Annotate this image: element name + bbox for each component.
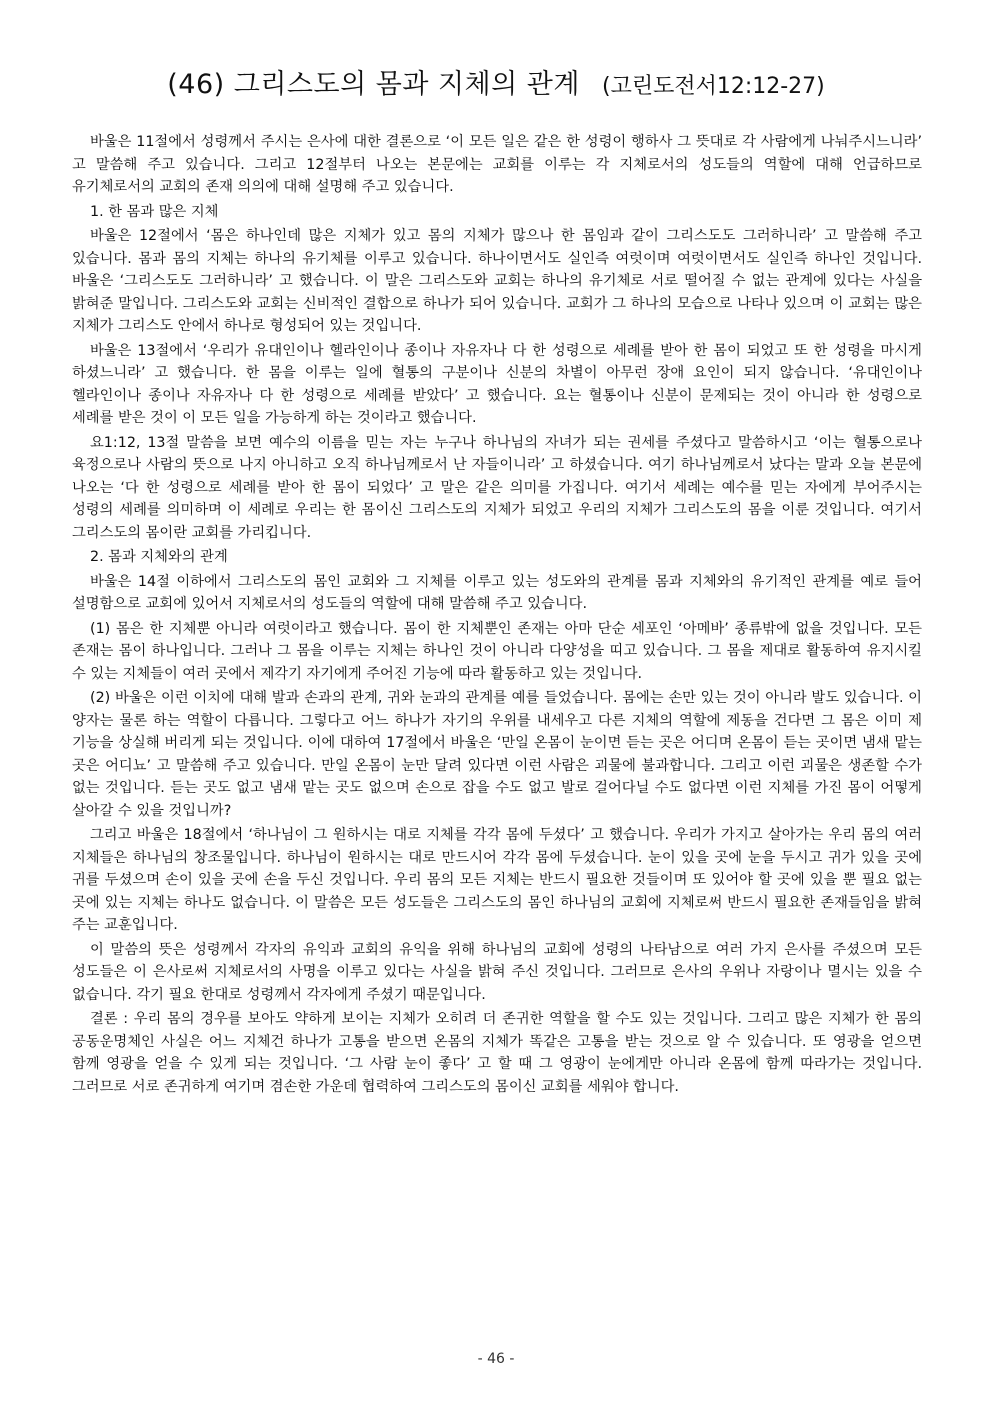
page-title — [0, 62, 992, 101]
paragraph: 요1:12, 13절 말씀을 보면 예수의 이름을 믿는 자는 누구나 하나님의 자녀가 되는 권세를 주셨다고 말씀하시고 ‘이는 혈통으로나 육정으로나 사람의 뜻으로 나지 아니하고 오직 하나님께로서 난 자들이니라’ 고 하셨습니다. 여기 하나님께로서 났다는 말과 오늘 본문에 나오는 ‘다 한 성령으로 세례를 받아 한 몸이 되었다’ 고 말은 같은 의미를 가집니다. 여기서 세례는 예수를 믿는 자에게 부어주시는 성령의 세례를 의미하며 이 세례로 우리는 한 몸이신 그리스도의 지체가 되었고 우리의 지체가 그리스도의 몸을 이룬 것입니다. 여기서 그리스도의 몸이란 교회를 가리킵니다. — [72, 434, 922, 541]
paragraph: 바울은 12절에서 ‘몸은 하나인데 많은 지체가 있고 몸의 지체가 많으나 한 몸임과 같이 그리스도도 그러하니라’ 고 말씀해 주고 있습니다. 몸과 몸의 지체는 하나의 유기체를 이루고 있습니다. 하나이면서도 실인즉 여럿이며 여럿이면서도 실인즉 하나인 것입니다. 바울은 ‘그리스도도 그러하니라’ 고 했습니다. 이 말은 그리스도와 교회는 하나의 유기체로 서로 떨어질 수 없는 관계에 있다는 사실을 밝혀준 말입니다. 그리스도와 교회는 신비적인 결합으로 하나가 되어 있습니다. 교회가 그 하나의 모습으로 나타나 있으며 이 교회는 많은 지체가 그리스도 안에서 하나로 형성되어 있는 것입니다. — [72, 228, 922, 334]
paragraph: 바울은 13절에서 ‘우리가 유대인이나 헬라인이나 종이나 자유자나 다 한 성령으로 세례를 받아 한 몸이 되었고 또 한 성령을 마시게 하셨느니라’ 고 했습니다. 한 몸을 이루는 일에 혈통의 구분이나 신분의 차별이 아무런 장애 요인이 되지 않습니다. ‘유대인이나 헬라인이나 종이나 자유자나 다 한 성령으로 세례를 받았다’ 고 했습니다. 요는 혈통이나 신분이 문제되는 것이 아니라 한 성령으로 세례를 받은 것이 이 모든 일을 가능하게 하는 것이라고 했습니다. — [72, 342, 922, 426]
section-heading-2: 2. 몸과 지체와의 관계 — [90, 549, 228, 565]
paragraph: 이 말씀의 뜻은 성령께서 각자의 유익과 교회의 유익을 위해 하나님의 교회에 성령의 나타남으로 여러 가지 은사를 주셨으며 모든 성도들은 이 은사로써 지체로서의 사명을 이루고 있다는 사실을 밝혀 주신 것입니다. 그러므로 은사의 우위나 자랑이나 멸시는 있을 수 없습니다. 각기 필요 한대로 성령께서 각자에게 주셨기 때문입니다. — [72, 941, 922, 1003]
paragraph: (2) 바울은 이런 이치에 대해 발과 손과의 관계, 귀와 눈과의 관계를 예를 들었습니다. 몸에는 손만 있는 것이 아니라 발도 있습니다. 이 양자는 물론 하는 역할이 다릅니다. 그렇다고 어느 하나가 자기의 우위를 내세우고 다른 지체의 역할에 제동을 건다면 그 몸은 이미 제 기능을 상실해 버리게 되는 것입니다. 이에 대하여 17절에서 바울은 ‘만일 온몸이 눈이면 듣는 곳은 어디며 온몸이 듣는 곳이면 냄새 맡는 곳은 어디뇨’ 고 말씀해 주고 있습니다. 만일 온몸이 눈만 달려 있다면 이런 사람은 괴물에 불과합니다. 그리고 이런 괴물은 생존할 수가 없는 것입니다. 듣는 곳도 없고 냄새 맡는 곳도 없으며 손으로 잡을 수도 없고 발로 걸어다닐 수도 없다면 이런 지체를 가진 몸이 어떻게 살아갈 수 있을 것입니까? — [72, 690, 922, 819]
paragraph-conclusion: 결론 : 우리 몸의 경우를 보아도 약하게 보이는 지체가 오히려 더 존귀한 역할을 할 수도 있는 것입니다. 그리고 많은 지체가 한 몸의 공동운명체인 사실은 어느 지체건 하나가 고통을 받으면 온몸의 지체가 똑같은 고통을 받는 것으로 알 수 있습니다. 또 영광을 얻으면 함께 영광을 얻을 수 있게 되는 것입니다. ‘그 사람 눈이 좋다’ 고 할 때 그 영광이 눈에게만 아니라 온몸에 함께 따라가는 것입니다. 그러므로 서로 존귀하게 여기며 겸손한 가운데 협력하여 그리스도의 몸이신 교회를 세워야 합니다. — [72, 1011, 922, 1095]
paragraph: (1) 몸은 한 지체뿐 아니라 여럿이라고 했습니다. 몸이 한 지체뿐인 존재는 아마 단순 세포인 ‘아메바’ 종류밖에 없을 것입니다. 모든 존재는 몸이 하나입니다. 그러나 그 몸을 이루는 지체는 하나인 것이 아니라 다양성을 띠고 있습니다. 그 몸을 제대로 활동하여 유지시킬 수 있는 지체들이 여러 곳에서 제각기 자기에게 주어진 기능에 따라 활동하고 있는 것입니다. — [72, 620, 922, 682]
section-heading-1: 1. 한 몸과 많은 지체 — [90, 203, 219, 220]
scripture-reference: (고린도전서12:12-27) — [601, 74, 825, 99]
paragraph-intro: 바울은 11절에서 성령께서 주시는 은사에 대한 결론으로 ‘이 모든 일은 같은 한 성령이 행하사 그 뜻대로 각 사람에게 나눠주시느니라’ 고 말씀해 주고 있습니다. 그리고 12절부터 나오는 본문에는 교회를 이루는 각 지체로서의 성도들의 역할에 대해 언급하므로 유기체로서의 교회의 존재 의의에 대해 설명해 주고 있습니다. — [72, 134, 922, 195]
title-main: (46) 그리스도의 몸과 지체의 관계 — [167, 69, 580, 100]
paragraph: 바울은 14절 이하에서 그리스도의 몸인 교회와 그 지체를 이루고 있는 성도와의 관계를 몸과 지체와의 유기적인 관계를 예로 들어 설명함으로 교회에 있어서 지체로서의 성도들의 역할에 대해 말씀해 주고 있습니다. — [72, 573, 922, 612]
document-body — [72, 131, 922, 1100]
page-number: - 46 - — [477, 1351, 515, 1367]
paragraph: 그리고 바울은 18절에서 ‘하나님이 그 원하시는 대로 지체를 각각 몸에 두셨다’ 고 했습니다. 우리가 가지고 살아가는 우리 몸의 여러 지체들은 하나님의 창조물입니다. 하나님이 원하시는 대로 만드시어 각각 몸에 두셨습니다. 눈이 있을 곳에 눈을 두시고 귀가 있을 곳에 귀를 두셨으며 손이 있을 곳에 손을 두신 것입니다. 우리 몸의 모든 지체는 반드시 필요한 것들이며 또 있어야 할 곳에 있을 뿐 필요 없는 곳에 있는 지체는 하나도 없습니다. 이 말씀은 모든 성도들은 그리스도의 몸인 하나님의 교회에 지체로써 반드시 필요한 존재들임을 밝혀 주는 교훈입니다. — [72, 827, 922, 933]
